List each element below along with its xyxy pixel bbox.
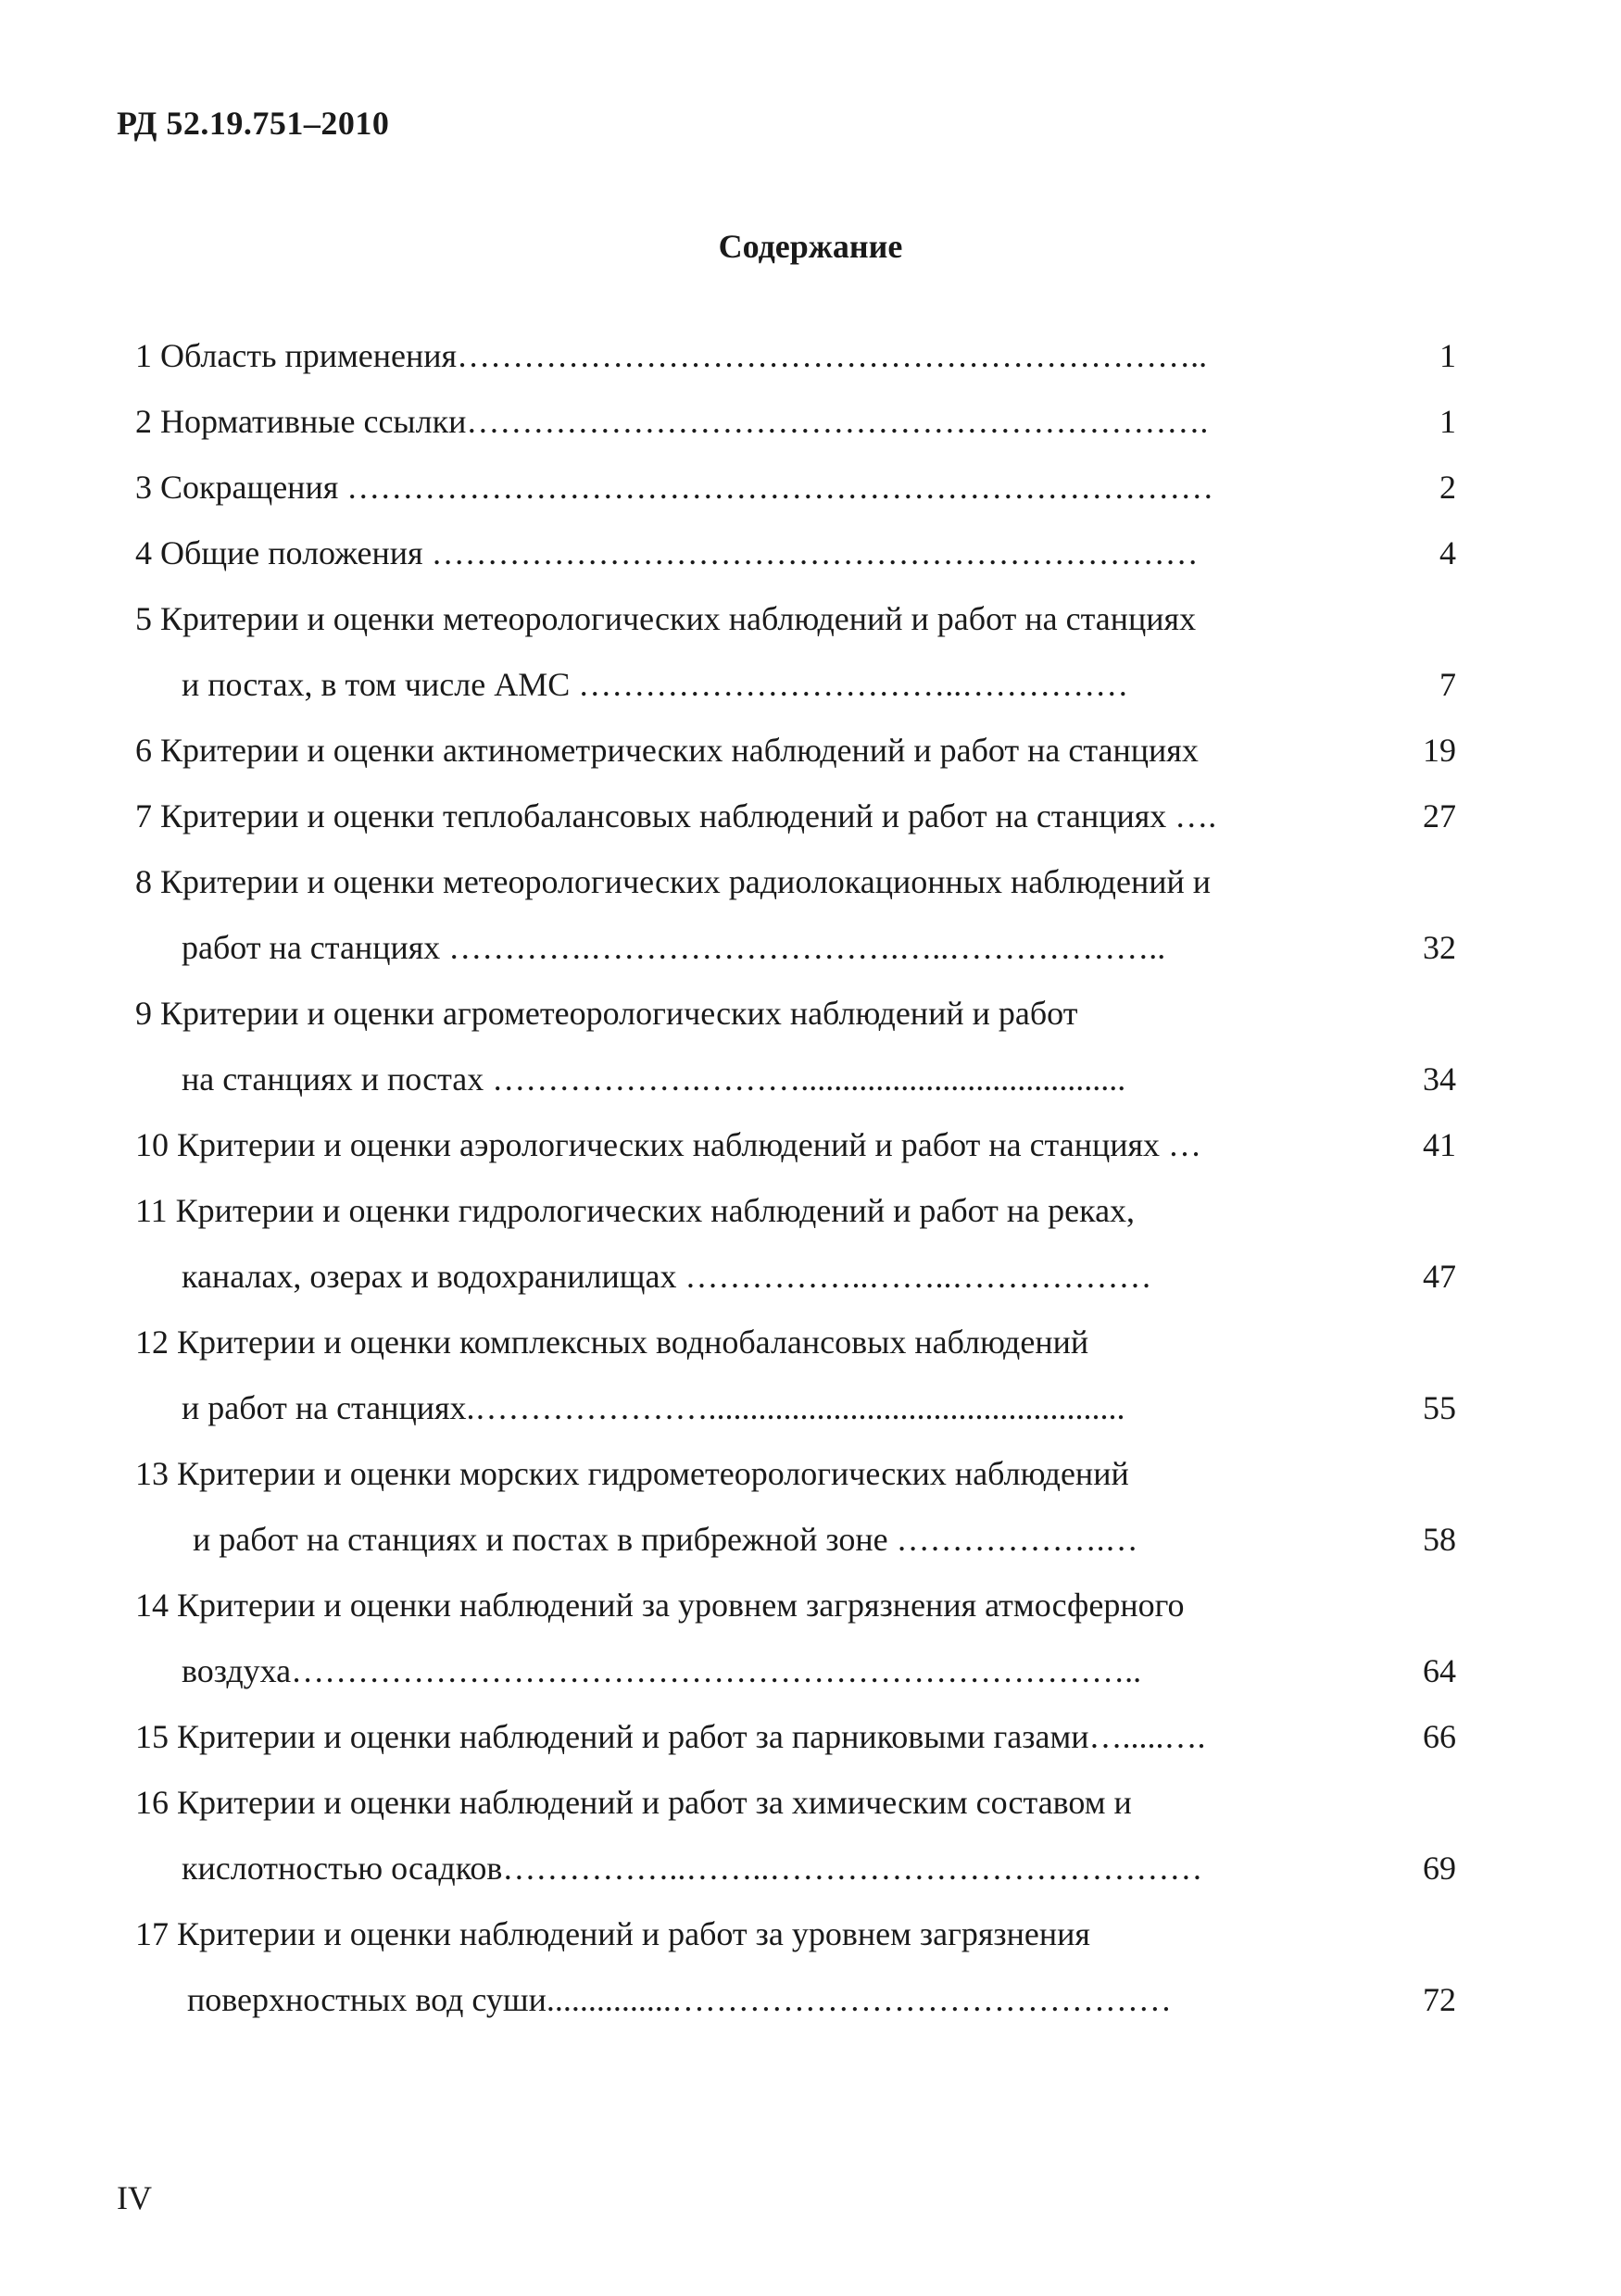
toc-page-number: 1 xyxy=(1439,403,1456,440)
toc-page-number: 72 xyxy=(1423,1981,1456,2018)
toc-page-number: 2 xyxy=(1439,469,1456,506)
toc-title: Содержание xyxy=(718,228,903,265)
document-code: РД 52.19.751–2010 xyxy=(117,105,390,142)
toc-page-number: 34 xyxy=(1423,1060,1456,1098)
toc-entry-continuation: на станциях и постах ……………….………....................................... xyxy=(182,1060,1126,1098)
toc-entry-text: 17 Критерии и оценки наблюдений и работ за уровнем загрязнения xyxy=(135,1915,1090,1952)
toc-entry-text: 6 Критерии и оценки актинометрических наблюдений и работ на станциях xyxy=(135,732,1199,769)
toc-page-number: 41 xyxy=(1423,1126,1456,1163)
toc-entry-text: 8 Критерии и оценки метеорологических радиолокационных наблюдений и xyxy=(135,863,1212,900)
toc-entry-text: 12 Критерии и оценки комплексных воднобалансовых наблюдений xyxy=(135,1324,1089,1361)
toc-entry-text: 5 Критерии и оценки метеорологических наблюдений и работ на станциях xyxy=(135,600,1197,637)
toc-entry-continuation: и работ на станциях и постах в прибрежной зоне ……………….… xyxy=(193,1521,1138,1558)
toc-page-number: 64 xyxy=(1423,1652,1456,1689)
toc-entry-text: 10 Критерии и оценки аэрологических наблюдений и работ на станциях … xyxy=(135,1126,1202,1163)
toc-page-number: 69 xyxy=(1423,1850,1456,1887)
toc-page-number: 55 xyxy=(1423,1389,1456,1426)
toc-page-number: 27 xyxy=(1423,797,1456,834)
toc-entry-continuation: воздуха………………………………………………………………….. xyxy=(182,1652,1142,1689)
toc-page-number: 32 xyxy=(1423,929,1456,966)
toc-entry-text: 13 Критерии и оценки морских гидрометеорологических наблюдений xyxy=(135,1455,1129,1492)
toc-entry-text: 16 Критерии и оценки наблюдений и работ за химическим составом и xyxy=(135,1784,1132,1821)
toc-entry-text: 14 Критерии и оценки наблюдений за уровнем загрязнения атмосферного xyxy=(135,1587,1185,1624)
footer-page-number: IV xyxy=(117,2179,152,2216)
toc-entry-text: 1 Область применения………………………………………………………….. xyxy=(135,337,1208,374)
toc-page-number: 7 xyxy=(1439,666,1456,703)
toc-entry-continuation: каналах, озерах и водохранилищах ……………..……..……………… xyxy=(182,1258,1152,1295)
toc-entry-continuation: поверхностных вод суши...............……………………………………… xyxy=(187,1981,1172,2018)
toc-entry-continuation: работ на станциях ………….……………………….…..……………….. xyxy=(182,929,1166,966)
toc-page-number: 58 xyxy=(1423,1521,1456,1558)
toc-entry-text: 4 Общие положения …………………………………………………………… xyxy=(135,534,1199,571)
toc-entry-continuation: и постах, в том числе АМС ……………………………..…………… xyxy=(182,666,1129,703)
toc-page-number: 4 xyxy=(1439,534,1456,571)
toc-entry-continuation: кислотностью осадков……………..……..………………………………… xyxy=(182,1850,1203,1887)
toc-entry-text: 11 Критерии и оценки гидрологических наблюдений и работ на реках, xyxy=(135,1192,1136,1229)
toc-page-number: 66 xyxy=(1423,1718,1456,1755)
toc-entry-text: 2 Нормативные ссылки…………………………………………………………. xyxy=(135,403,1209,440)
toc-entry-text: 7 Критерии и оценки теплобалансовых наблюдений и работ на станциях …. xyxy=(135,797,1217,834)
toc-page-number: 1 xyxy=(1439,337,1456,374)
toc-page-number: 47 xyxy=(1423,1258,1456,1295)
toc-entry-text: 3 Сокращения …………………………………………………………………… xyxy=(135,469,1214,506)
toc-entry-continuation: и работ на станциях.………………….................................................. xyxy=(182,1389,1125,1426)
toc-entry-text: 15 Критерии и оценки наблюдений и работ за парниковыми газами….....…. xyxy=(135,1718,1206,1755)
toc-page-number: 19 xyxy=(1423,732,1456,769)
toc-entry-text: 9 Критерии и оценки агрометеорологических наблюдений и работ xyxy=(135,995,1078,1032)
